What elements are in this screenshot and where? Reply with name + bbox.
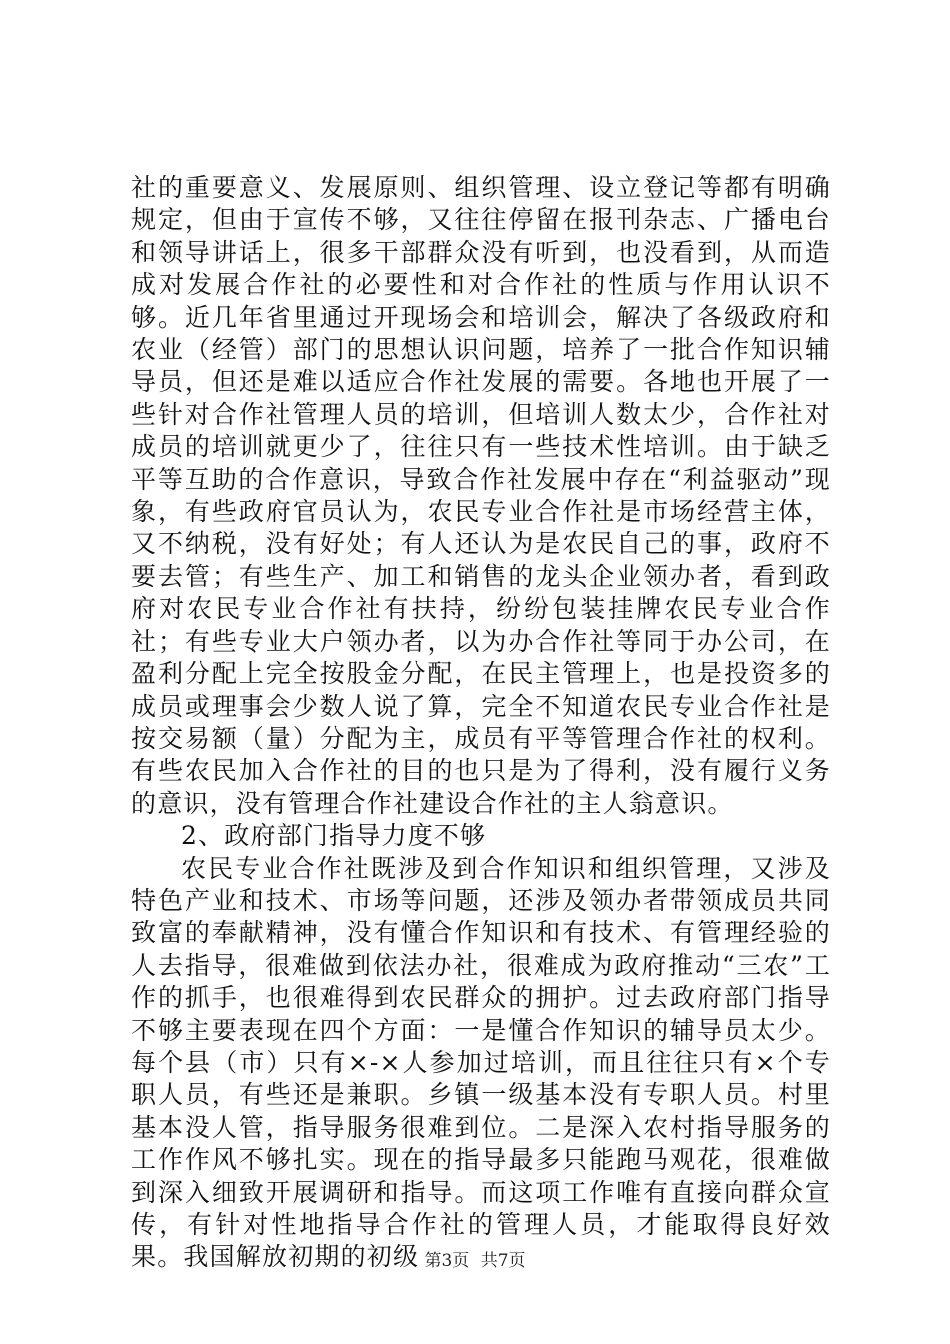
section-heading: 2、政府部门指导力度不够 [181, 821, 487, 851]
page-total: 共7页 [480, 1251, 526, 1271]
page-footer [0, 1246, 950, 1271]
document-body [131, 172, 831, 1274]
page-number: 第3页 [424, 1251, 470, 1271]
paragraph-continuation: 社的重要意义、发展原则、组织管理、设立登记等都有明确规定，但由于宣传不够，又往往停留在报刊杂志、广播电台和领导讲话上，很多干部群众没有听到，也没看到，从而造成对发展合作社的必要性和对合作社的性质与作用认识不够。近几年省里通过开现场会和培训会，解决了各级政府和农业（经管）部门的思想认识问题，培养了一批合作知识辅导员，但还是难以适应合作社发展的需要。各地也开展了一些针对合作社管理人员的培训，但培训人数太少，合作社对成员的培训就更少了，往往只有一些技术性培训。由于缺乏平等互助的合作意识，导致合作社发展中存在“利益驱动”现象，有些政府官员认为，农民专业合作社是市场经营主体，又不纳税，没有好处；有人还认为是农民自己的事，政府不要去管；有些生产、加工和销售的龙头企业领办者，看到政府对农民专业合作社有扶持，纷纷包装挂牌农民专业合作社；有些专业大户领办者，以为办合作社等同于办公司，在盈利分配上完全按股金分配，在民主管理上，也是投资多的成员或理事会少数人说了算，完全不知道农民专业合作社是按交易额（量）分配为主，成员有平等管理合作社的权利。有些农民加入合作社的目的也只是为了得利，没有履行义务的意识，没有管理合作社建设合作社的主人翁意识。 [131, 173, 831, 818]
paragraph-guidance: 农民专业合作社既涉及到合作知识和组织管理，又涉及特色产业和技术、市场等问题，还涉及领办者带领成员共同致富的奉献精神，没有懂合作知识和有技术、有管理经验的人去指导，很难做到依法办社，很难成为政府推动“三农”工作的抓手，也很难得到农民群众的拥护。过去政府部门指导不够主要表现在四个方面：一是懂合作知识的辅导员太少。每个县（市）只有×-×人参加过培训，而且往往只有×个专职人员，有些还是兼职。乡镇一级基本没有专职人员。村里基本没人管，指导服务很难到位。二是深入农村指导服务的工作作风不够扎实。现在的指导最多只能跑马观花，很难做到深入细致开展调研和指导。而这项工作唯有直接向群众宣传，有针对性地指导合作社的管理人员，才能取得良好效果。我国解放初期的初级 [131, 853, 831, 1272]
